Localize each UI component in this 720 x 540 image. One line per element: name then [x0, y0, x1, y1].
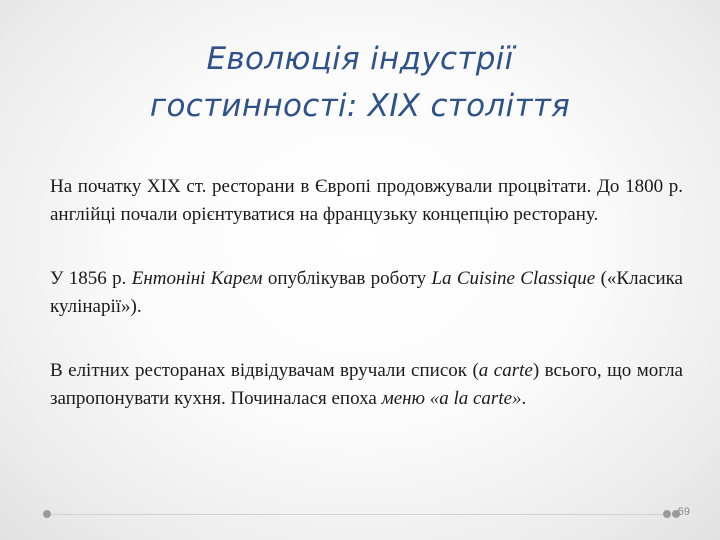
text-run: опублікував роботу — [262, 268, 432, 289]
term-a-carte: a carte — [478, 360, 533, 381]
text-run: («Класика кулінарії»). — [50, 268, 683, 317]
term-menu-a-la-carte: меню «a la carte» — [381, 388, 522, 409]
paragraph-careme — [50, 265, 683, 321]
title-line-2: гостинності: ХІХ століття — [149, 88, 571, 124]
paragraph-a-la-carte — [50, 357, 683, 413]
slide-body — [50, 173, 683, 413]
title-line-1: Еволюція індустрії — [206, 41, 514, 77]
footer-dot-icon — [663, 510, 671, 518]
text-run: . — [521, 388, 527, 409]
book-title: La Cuisine Classique — [431, 268, 596, 289]
footer-dot-icon — [43, 510, 51, 518]
footer-divider — [47, 514, 671, 515]
text-run: В елітних ресторанах відвідувачам вручали список ( — [50, 360, 479, 381]
page-number: 59 — [677, 506, 690, 518]
text-run: ) всього, що могла запропонувати кухня. Починалася епоха — [50, 360, 683, 409]
text-run: У 1856 р. — [50, 268, 132, 289]
slide-title — [40, 36, 680, 130]
paragraph-restaurants-europe: На початку ХІХ ст. ресторани в Європі продовжували процвітати. До 1800 р. англійці почали орієнтуватися на французьку концепцію ресторану. — [50, 176, 683, 225]
author-name: Ентоніні Карем — [131, 268, 263, 289]
